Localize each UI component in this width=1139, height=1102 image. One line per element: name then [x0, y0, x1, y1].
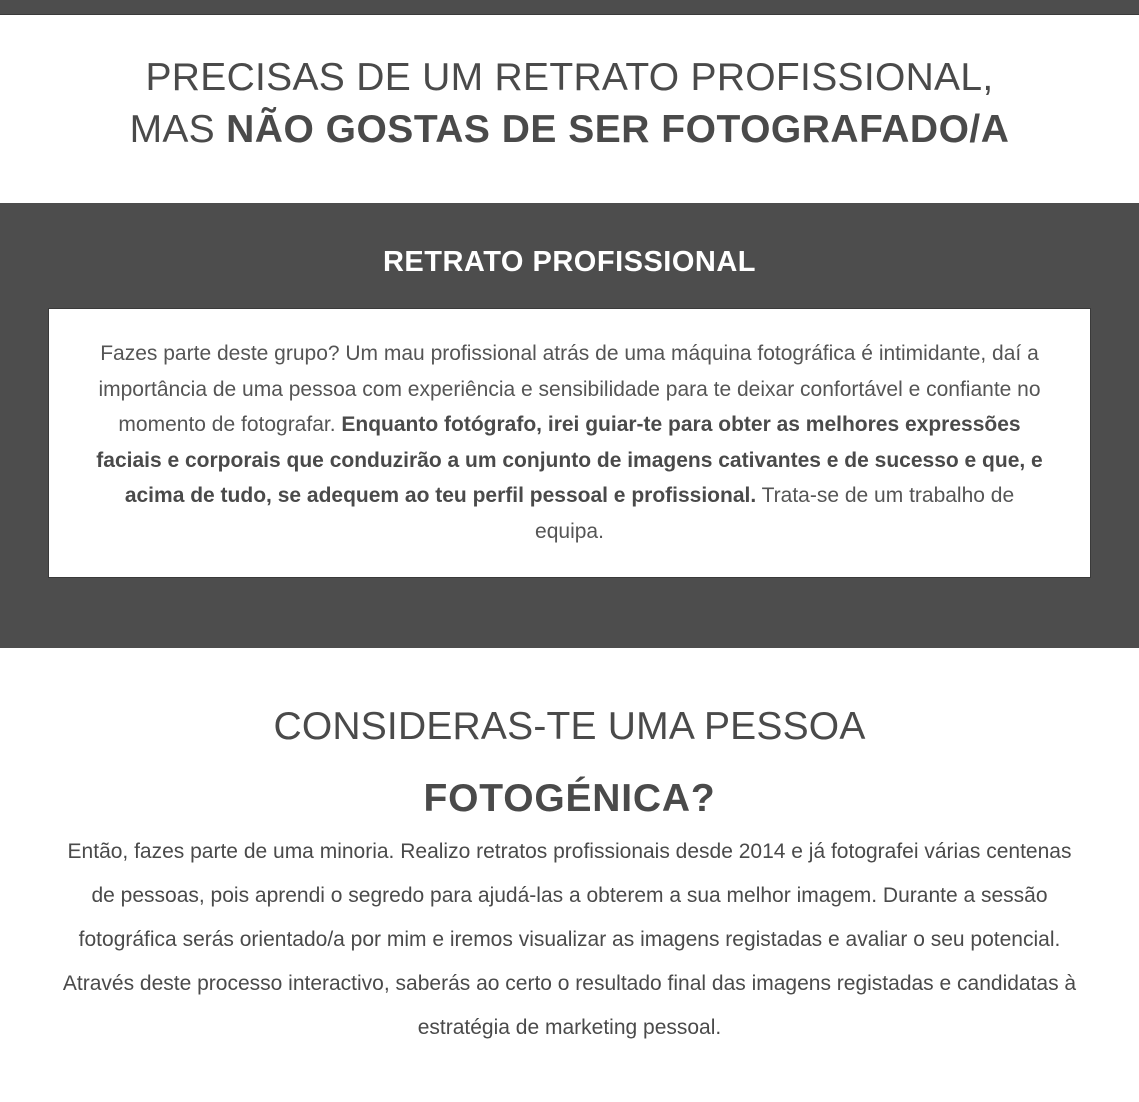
hero-line-2-prefix: MAS [129, 108, 227, 151]
retrato-title: RETRATO PROFISSIONAL [382, 246, 757, 278]
hero-line-2-bold: NÃO GOSTAS DE SER FOTOGRAFADO/A [226, 108, 1010, 151]
fotogenica-body: Então, fazes parte de uma minoria. Realizo retratos profissionais desde 2014 e já fotografei várias centenas de pessoas, pois aprendi o segredo para ajudá-las a obterem a sua melhor imagem. Durante a sessão fotográfica serás orientado/a por mim e iremos visualizar as imagens registadas e avaliar o seu potencial. Através deste processo interactivo, saberás ao certo o resultado final das imagens registadas e candidatas à estratégia de marketing pessoal. [62, 840, 1077, 1039]
hero-section [0, 52, 1139, 156]
retrato-text [94, 336, 1045, 549]
hero-line-1: PRECISAS DE UM RETRATO PROFISSIONAL, [145, 56, 994, 99]
retrato-text-intro: Fazes parte deste grupo? Um mau profissional atrás de uma máquina fotográfica é intimidante, daí a importância de uma pessoa com experiência e sensibilidade para te deixar confortável e confiante no momento de fotografar. [98, 342, 1041, 436]
retrato-text-highlight: Enquanto fotógrafo, irei guiar-te para obter as melhores expressões faciais e corporais que conduzirão a um conjunto de imagens cativantes e de sucesso e que, e acima de tudo, se adequem ao teu perfil pessoal e profissional. [96, 413, 1043, 507]
fotogenica-section [0, 701, 1139, 825]
hero-line-2 [0, 104, 1139, 156]
hero-heading [0, 52, 1139, 156]
fotogenica-heading-line-2: FOTOGÉNICA? [423, 777, 716, 820]
retrato-text-outro: Trata-se de um trabalho de equipa. [535, 484, 1015, 543]
fotogenica-heading-line-1: CONSIDERAS-TE UMA PESSOA [273, 705, 866, 748]
top-bar [0, 0, 1139, 15]
fotogenica-heading [0, 701, 1139, 825]
